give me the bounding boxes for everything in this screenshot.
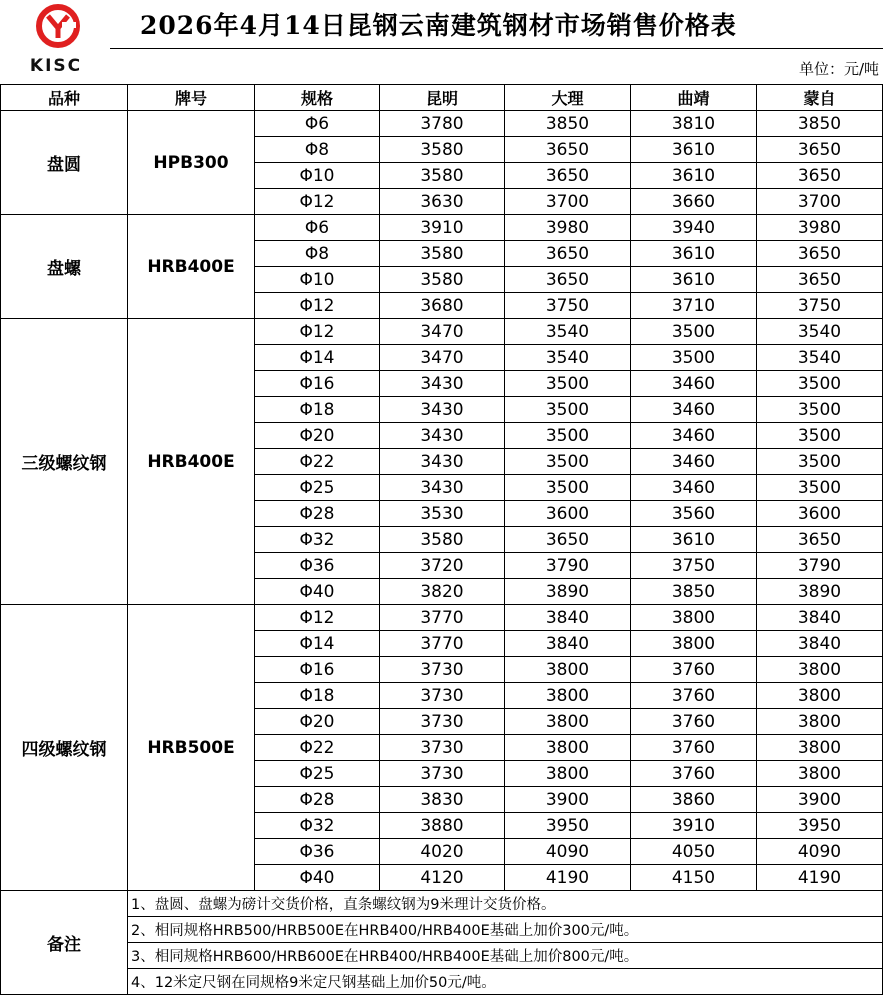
- price-cell-kunming: 3470: [380, 345, 505, 371]
- price-cell-dali: 3800: [505, 657, 631, 683]
- note-text: 2、相同规格HRB500/HRB500E在HRB400/HRB400E基础上加价300元/吨。: [128, 917, 883, 943]
- price-cell-kunming: 3580: [380, 267, 505, 293]
- spec-cell: Φ18: [255, 397, 380, 423]
- price-cell-kunming: 3720: [380, 553, 505, 579]
- price-cell-kunming: 3580: [380, 137, 505, 163]
- grade-cell: HPB300: [128, 111, 255, 215]
- price-cell-qujing: 3850: [631, 579, 757, 605]
- price-cell-dali: 3800: [505, 735, 631, 761]
- price-cell-mengzi: 3650: [757, 267, 883, 293]
- price-cell-kunming: 4120: [380, 865, 505, 891]
- price-cell-mengzi: 3650: [757, 163, 883, 189]
- price-cell-kunming: 3730: [380, 683, 505, 709]
- spec-cell: Φ22: [255, 735, 380, 761]
- table-row: [1, 215, 883, 241]
- price-cell-dali: 3500: [505, 371, 631, 397]
- price-cell-dali: 3950: [505, 813, 631, 839]
- price-cell-mengzi: 3650: [757, 241, 883, 267]
- price-cell-dali: 3600: [505, 501, 631, 527]
- price-cell-dali: 3800: [505, 709, 631, 735]
- price-cell-mengzi: 3800: [757, 657, 883, 683]
- spec-cell: Φ40: [255, 865, 380, 891]
- price-cell-mengzi: 3500: [757, 475, 883, 501]
- price-cell-mengzi: 3790: [757, 553, 883, 579]
- price-cell-mengzi: 3800: [757, 735, 883, 761]
- category-cell: 盘圆: [1, 111, 128, 215]
- price-cell-dali: 3900: [505, 787, 631, 813]
- price-cell-qujing: 3940: [631, 215, 757, 241]
- page-title: 2026年4月14日昆钢云南建筑钢材市场销售价格表: [140, 11, 737, 40]
- note-text: 1、盘圆、盘螺为磅计交货价格，直条螺纹钢为9米理计交货价格。: [128, 891, 883, 917]
- price-cell-kunming: 3430: [380, 371, 505, 397]
- price-cell-mengzi: 3840: [757, 605, 883, 631]
- kisc-logo-icon: [36, 4, 80, 54]
- price-cell-qujing: 3760: [631, 761, 757, 787]
- price-cell-qujing: 3810: [631, 111, 757, 137]
- price-cell-mengzi: 3540: [757, 319, 883, 345]
- price-cell-dali: 3650: [505, 241, 631, 267]
- spec-cell: Φ10: [255, 163, 380, 189]
- price-cell-kunming: 3910: [380, 215, 505, 241]
- price-cell-dali: 3540: [505, 345, 631, 371]
- price-cell-kunming: 3580: [380, 163, 505, 189]
- price-cell-mengzi: 3800: [757, 709, 883, 735]
- header-category: 品种: [1, 85, 128, 111]
- spec-cell: Φ6: [255, 111, 380, 137]
- price-cell-kunming: 3780: [380, 111, 505, 137]
- price-cell-dali: 3800: [505, 761, 631, 787]
- note-text: 4、12米定尺钢在同规格9米定尺钢基础上加价50元/吨。: [128, 969, 883, 995]
- spec-cell: Φ18: [255, 683, 380, 709]
- price-cell-dali: 3790: [505, 553, 631, 579]
- category-cell: 三级螺纹钢: [1, 319, 128, 605]
- note-row: [1, 891, 883, 917]
- price-cell-qujing: 3910: [631, 813, 757, 839]
- price-cell-kunming: 3430: [380, 423, 505, 449]
- price-cell-mengzi: 3650: [757, 137, 883, 163]
- note-row: [1, 917, 883, 943]
- price-cell-qujing: 3610: [631, 267, 757, 293]
- price-cell-dali: 3650: [505, 163, 631, 189]
- spec-cell: Φ12: [255, 293, 380, 319]
- category-cell: 盘螺: [1, 215, 128, 319]
- spec-cell: Φ22: [255, 449, 380, 475]
- price-cell-dali: 3800: [505, 683, 631, 709]
- price-cell-qujing: 3760: [631, 709, 757, 735]
- price-table: [0, 84, 883, 995]
- price-cell-mengzi: 3750: [757, 293, 883, 319]
- price-cell-mengzi: 4190: [757, 865, 883, 891]
- price-cell-dali: 3540: [505, 319, 631, 345]
- price-cell-kunming: 3470: [380, 319, 505, 345]
- kisc-logo: [6, 4, 106, 78]
- notes-body: [1, 891, 883, 995]
- price-cell-mengzi: 3800: [757, 761, 883, 787]
- price-cell-mengzi: 3540: [757, 345, 883, 371]
- spec-cell: Φ32: [255, 813, 380, 839]
- spec-cell: Φ12: [255, 189, 380, 215]
- price-cell-qujing: 3560: [631, 501, 757, 527]
- header-kunming: 昆明: [380, 85, 505, 111]
- spec-cell: Φ36: [255, 839, 380, 865]
- price-cell-kunming: 3430: [380, 397, 505, 423]
- price-cell-qujing: 3460: [631, 371, 757, 397]
- spec-cell: Φ12: [255, 319, 380, 345]
- notes-label: 备注: [1, 891, 128, 995]
- price-cell-mengzi: 3850: [757, 111, 883, 137]
- price-cell-dali: 3500: [505, 397, 631, 423]
- spec-cell: Φ8: [255, 241, 380, 267]
- price-cell-kunming: 3430: [380, 475, 505, 501]
- unit-label: 单位：元/吨: [798, 60, 879, 78]
- price-cell-kunming: 3580: [380, 527, 505, 553]
- page-header: [0, 0, 883, 84]
- price-cell-mengzi: 4090: [757, 839, 883, 865]
- spec-cell: Φ16: [255, 371, 380, 397]
- price-cell-mengzi: 3950: [757, 813, 883, 839]
- price-cell-mengzi: 3980: [757, 215, 883, 241]
- price-cell-qujing: 3710: [631, 293, 757, 319]
- price-cell-kunming: 3820: [380, 579, 505, 605]
- price-cell-qujing: 3760: [631, 683, 757, 709]
- spec-cell: Φ12: [255, 605, 380, 631]
- price-cell-kunming: 3580: [380, 241, 505, 267]
- price-cell-qujing: 3760: [631, 657, 757, 683]
- spec-cell: Φ32: [255, 527, 380, 553]
- price-cell-mengzi: 3500: [757, 449, 883, 475]
- price-cell-qujing: 3800: [631, 605, 757, 631]
- grade-cell: HRB400E: [128, 319, 255, 605]
- price-cell-dali: 3840: [505, 605, 631, 631]
- header-dali: 大理: [505, 85, 631, 111]
- price-cell-kunming: 3630: [380, 189, 505, 215]
- price-cell-dali: 4090: [505, 839, 631, 865]
- price-cell-kunming: 3730: [380, 735, 505, 761]
- price-cell-qujing: 3610: [631, 241, 757, 267]
- price-cell-qujing: 3460: [631, 449, 757, 475]
- price-cell-dali: 3700: [505, 189, 631, 215]
- grade-cell: HRB500E: [128, 605, 255, 891]
- price-cell-qujing: 3610: [631, 527, 757, 553]
- price-cell-mengzi: 3700: [757, 189, 883, 215]
- price-cell-kunming: 3680: [380, 293, 505, 319]
- price-cell-kunming: 3730: [380, 761, 505, 787]
- price-cell-mengzi: 3840: [757, 631, 883, 657]
- price-cell-mengzi: 3500: [757, 397, 883, 423]
- table-row: [1, 319, 883, 345]
- price-cell-mengzi: 3500: [757, 371, 883, 397]
- header-mengzi: 蒙自: [757, 85, 883, 111]
- header-spec: 规格: [255, 85, 380, 111]
- price-cell-qujing: 3750: [631, 553, 757, 579]
- price-cell-dali: 3500: [505, 475, 631, 501]
- price-cell-mengzi: 3890: [757, 579, 883, 605]
- price-cell-dali: 3500: [505, 449, 631, 475]
- spec-cell: Φ20: [255, 423, 380, 449]
- price-cell-kunming: 3430: [380, 449, 505, 475]
- spec-cell: Φ14: [255, 631, 380, 657]
- price-cell-qujing: 4150: [631, 865, 757, 891]
- price-cell-mengzi: 3650: [757, 527, 883, 553]
- spec-cell: Φ20: [255, 709, 380, 735]
- price-cell-kunming: 4020: [380, 839, 505, 865]
- spec-cell: Φ6: [255, 215, 380, 241]
- spec-cell: Φ25: [255, 761, 380, 787]
- price-cell-mengzi: 3900: [757, 787, 883, 813]
- price-cell-qujing: 3500: [631, 319, 757, 345]
- price-cell-dali: 3650: [505, 137, 631, 163]
- grade-cell: HRB400E: [128, 215, 255, 319]
- price-body: [1, 111, 883, 891]
- price-cell-dali: 3650: [505, 267, 631, 293]
- spec-cell: Φ28: [255, 501, 380, 527]
- price-cell-qujing: 3460: [631, 475, 757, 501]
- title-divider: [110, 48, 883, 49]
- price-cell-qujing: 4050: [631, 839, 757, 865]
- logo-text: KISC: [29, 56, 83, 76]
- note-text: 3、相同规格HRB600/HRB600E在HRB400/HRB400E基础上加价800元/吨。: [128, 943, 883, 969]
- note-row: [1, 943, 883, 969]
- price-cell-dali: 3980: [505, 215, 631, 241]
- spec-cell: Φ8: [255, 137, 380, 163]
- table-row: [1, 605, 883, 631]
- price-cell-qujing: 3460: [631, 423, 757, 449]
- price-cell-qujing: 3760: [631, 735, 757, 761]
- spec-cell: Φ10: [255, 267, 380, 293]
- price-cell-qujing: 3860: [631, 787, 757, 813]
- price-cell-mengzi: 3500: [757, 423, 883, 449]
- price-cell-kunming: 3730: [380, 709, 505, 735]
- price-cell-dali: 3500: [505, 423, 631, 449]
- price-cell-dali: 3750: [505, 293, 631, 319]
- price-cell-qujing: 3610: [631, 137, 757, 163]
- header-grade: 牌号: [128, 85, 255, 111]
- price-cell-kunming: 3770: [380, 631, 505, 657]
- price-cell-qujing: 3660: [631, 189, 757, 215]
- price-cell-mengzi: 3600: [757, 501, 883, 527]
- spec-cell: Φ36: [255, 553, 380, 579]
- spec-cell: Φ25: [255, 475, 380, 501]
- price-cell-dali: 3890: [505, 579, 631, 605]
- price-cell-dali: 3650: [505, 527, 631, 553]
- price-cell-dali: 3840: [505, 631, 631, 657]
- price-cell-dali: 4190: [505, 865, 631, 891]
- price-cell-kunming: 3530: [380, 501, 505, 527]
- table-row: [1, 111, 883, 137]
- price-cell-kunming: 3730: [380, 657, 505, 683]
- price-cell-dali: 3850: [505, 111, 631, 137]
- note-row: [1, 969, 883, 995]
- price-cell-kunming: 3830: [380, 787, 505, 813]
- price-cell-qujing: 3610: [631, 163, 757, 189]
- price-cell-qujing: 3500: [631, 345, 757, 371]
- category-cell: 四级螺纹钢: [1, 605, 128, 891]
- header-qujing: 曲靖: [631, 85, 757, 111]
- price-cell-qujing: 3460: [631, 397, 757, 423]
- price-cell-kunming: 3880: [380, 813, 505, 839]
- price-cell-mengzi: 3800: [757, 683, 883, 709]
- spec-cell: Φ14: [255, 345, 380, 371]
- spec-cell: Φ28: [255, 787, 380, 813]
- spec-cell: Φ16: [255, 657, 380, 683]
- price-cell-qujing: 3800: [631, 631, 757, 657]
- spec-cell: Φ40: [255, 579, 380, 605]
- price-cell-kunming: 3770: [380, 605, 505, 631]
- header-row: [1, 85, 883, 111]
